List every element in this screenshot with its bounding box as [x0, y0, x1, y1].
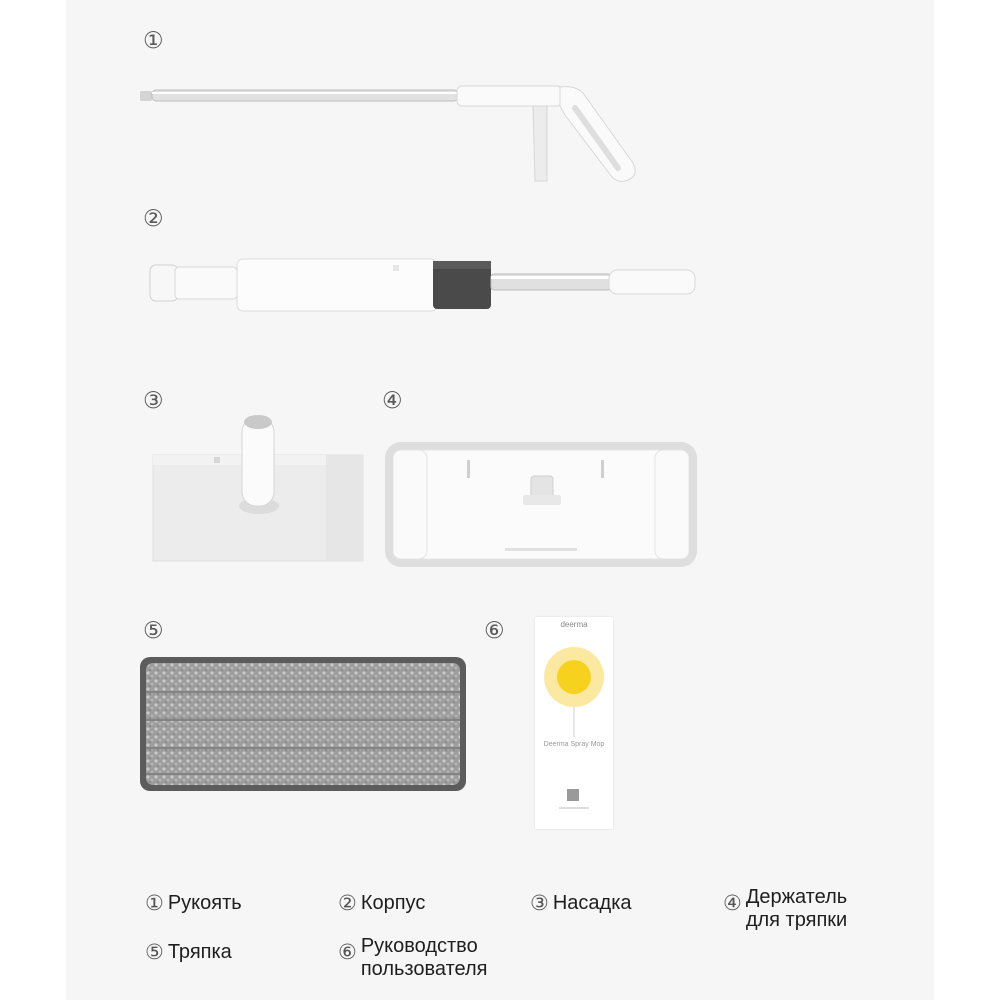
cloth-holder-icon: [383, 440, 701, 570]
manual-yellow-core: [557, 660, 591, 694]
manual-stem: [573, 707, 575, 737]
legend-label: Тряпка: [167, 941, 232, 963]
manual-qr-code: [567, 789, 579, 801]
legend-item-cloth: [145, 941, 232, 964]
legend-number: ②: [338, 891, 357, 915]
legend-item-body: [338, 892, 425, 915]
legend-item-mop-head: [530, 892, 632, 915]
marker-5: ⑤: [143, 618, 164, 644]
legend-item-handle: [145, 892, 242, 915]
body-part-icon: [145, 255, 700, 320]
legend-item-manual: [338, 935, 487, 981]
legend-label: Рукоять: [167, 892, 242, 914]
handle-part-icon: [135, 75, 655, 190]
marker-4: ④: [382, 388, 403, 414]
manual-brand: deerma: [560, 620, 588, 629]
manual-booklet-icon: [535, 617, 613, 829]
legend-number: ⑤: [145, 940, 164, 964]
mop-head-icon: [150, 410, 370, 565]
legend-item-cloth-holder: [723, 886, 847, 932]
marker-2: ②: [143, 206, 164, 232]
manual-footer-line: [559, 807, 589, 809]
legend-label: Насадка: [552, 892, 632, 914]
marker-1: ①: [143, 28, 164, 54]
legend-number: ④: [723, 891, 742, 915]
legend-number: ①: [145, 891, 164, 915]
legend-label: Корпус: [360, 892, 426, 914]
cloth-pad-icon: [138, 655, 468, 795]
marker-6: ⑥: [484, 618, 505, 644]
marker-3: ③: [143, 388, 164, 414]
legend-number: ⑥: [338, 940, 357, 964]
legend-label: Руководство пользователя: [360, 935, 488, 980]
legend-number: ③: [530, 891, 549, 915]
legend-label: Держатель для тряпки: [745, 886, 848, 931]
manual-title: Deerma Spray Mop: [543, 741, 605, 748]
